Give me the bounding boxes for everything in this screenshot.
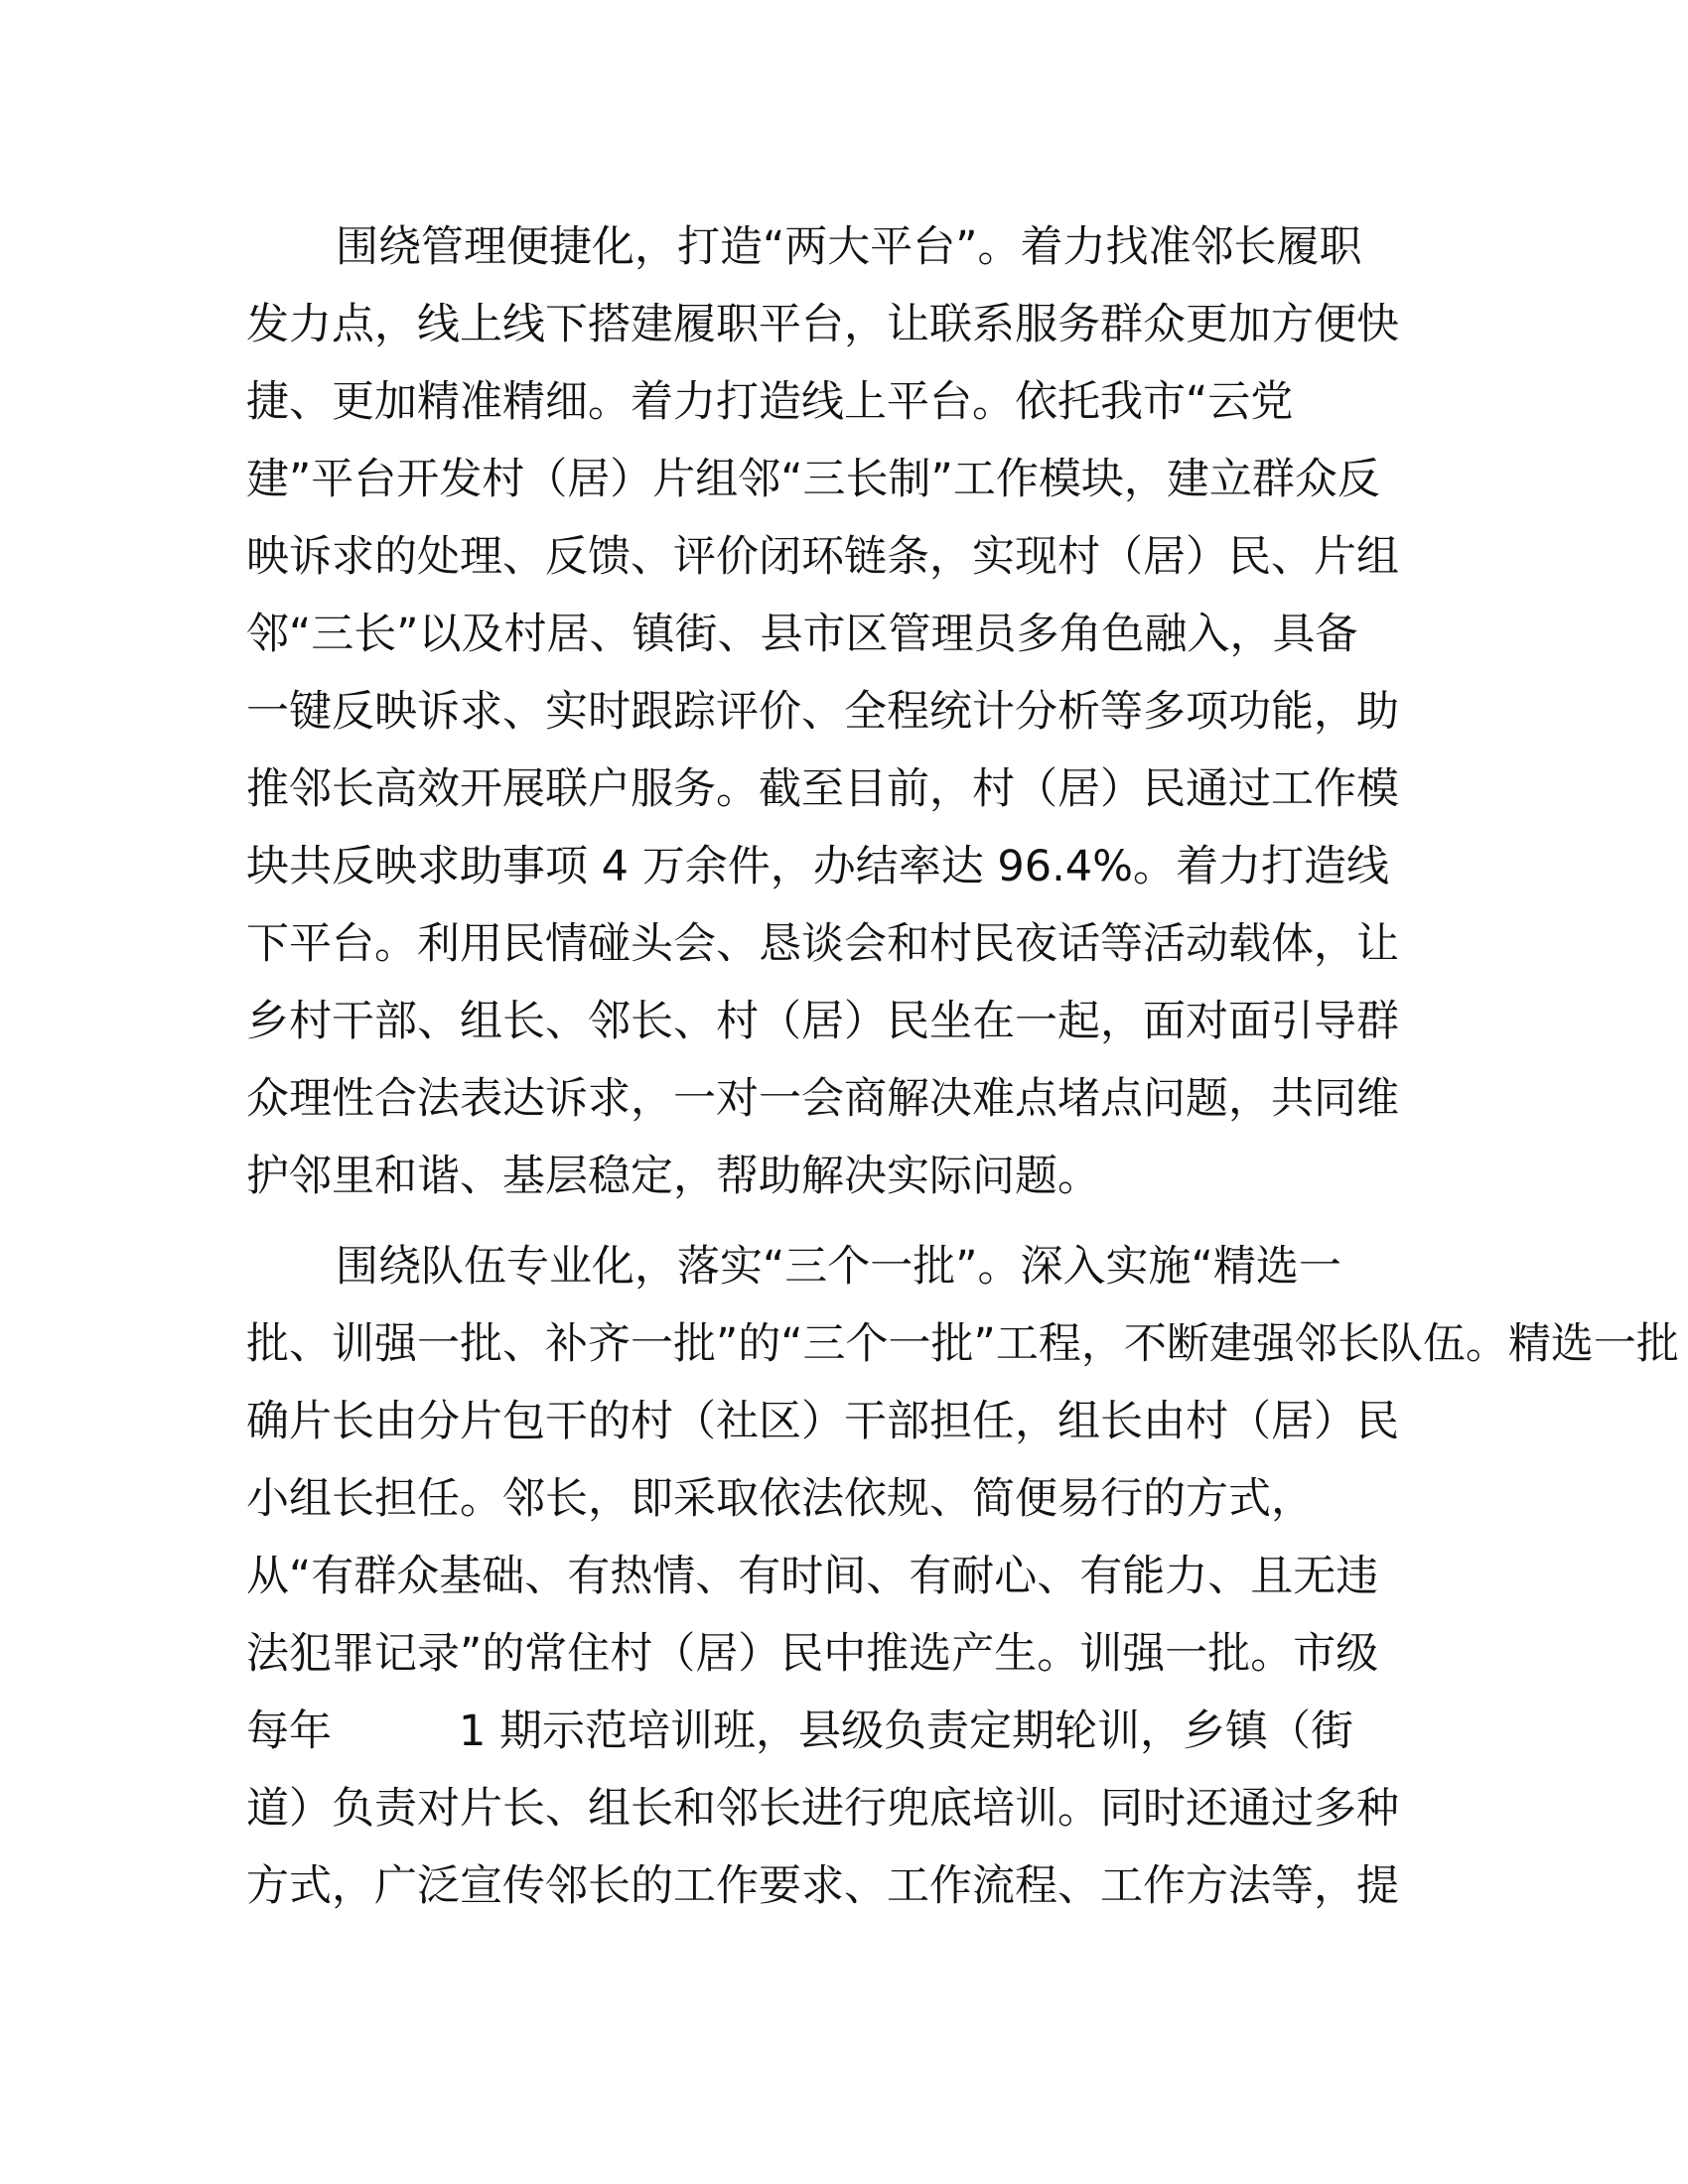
paragraph-line: 众理性合法表达诉求，一对一会商解决难点堵点问题，共同维 <box>246 1074 1399 1124</box>
line-split-left: 每年 <box>246 1706 332 1756</box>
paragraph-line: 发力点，线上线下搭建履职平台，让联系服务群众更加方便快 <box>246 300 1399 349</box>
paragraph-line: 方式，广泛宣传邻长的工作要求、工作流程、工作方法等，提 <box>246 1861 1399 1911</box>
paragraph-line: 围绕管理便捷化，打造“两大平台”。着力找准邻长履职 <box>336 222 1362 272</box>
paragraph-line: 建”平台开发村（居）片组邻“三长制”工作模块，建立群众反 <box>246 455 1380 504</box>
paragraph-line: 捷、更加精准精细。着力打造线上平台。依托我市“云党 <box>246 377 1294 427</box>
paragraph-line: 法犯罪记录”的常住村（居）民中推选产生。训强一批。市级 <box>246 1629 1379 1679</box>
paragraph-line: 乡村干部、组长、邻长、村（居）民坐在一起，面对面引导群 <box>246 997 1399 1046</box>
paragraph-line-split <box>246 1693 1353 1770</box>
paragraph-line: 推邻长高效开展联户服务。截至目前，村（居）民通过工作模 <box>246 764 1399 814</box>
paragraph-line: 块共反映求助事项 4 万余件，办结率达 96.4%。着力打造线 <box>246 842 1389 891</box>
paragraph-line: 小组长担任。邻长，即采取依法依规、简便易行的方式， <box>246 1474 1314 1524</box>
paragraph-line: 道）负责对片长、组长和邻长进行兜底培训。同时还通过多种 <box>246 1784 1399 1834</box>
paragraph-line: 围绕队伍专业化，落实“三个一批”。深入实施“精选一 <box>336 1242 1341 1292</box>
paragraph-line: 批、训强一批、补齐一批”的“三个一批”工程，不断建强邻长队伍。精选一批 <box>246 1319 1679 1369</box>
paragraph-line: 确片长由分片包干的村（社区）干部担任，组长由村（居）民 <box>246 1397 1399 1446</box>
paragraph-line: 映诉求的处理、反馈、评价闭环链条，实现村（居）民、片组 <box>246 532 1399 582</box>
line-split-right: 1 期示范培训班，县级负责定期轮训，乡镇（街 <box>459 1706 1354 1756</box>
paragraph-line: 一键反映诉求、实时跟踪评价、全程统计分析等多项功能，助 <box>246 687 1399 737</box>
paragraph-line: 护邻里和谐、基层稳定，帮助解决实际问题。 <box>246 1152 1100 1201</box>
paragraph-line: 从“有群众基础、有热情、有时间、有耐心、有能力、且无违 <box>246 1552 1379 1601</box>
paragraph-line: 邻“三长”以及村居、镇街、县市区管理员多角色融入，具备 <box>246 610 1358 659</box>
paragraph-line: 下平台。利用民情碰头会、恳谈会和村民夜话等活动载体，让 <box>246 919 1399 969</box>
